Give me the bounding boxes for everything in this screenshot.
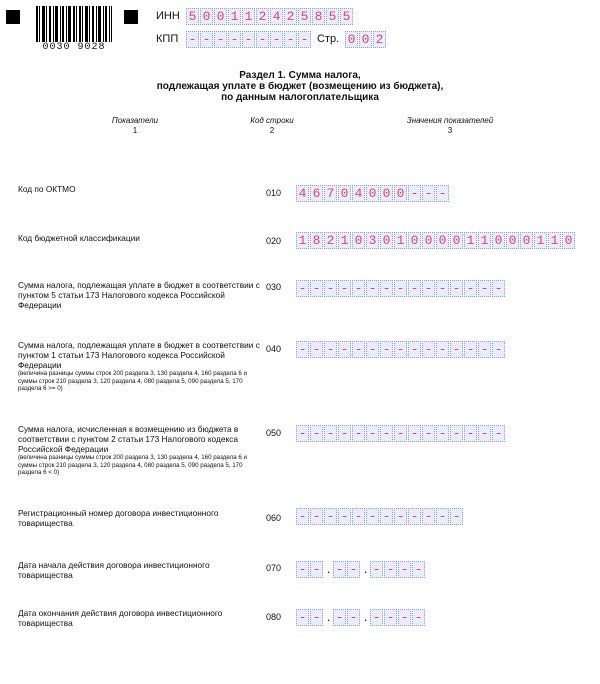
char-cell[interactable]: - bbox=[394, 341, 407, 358]
char-cell[interactable]: - bbox=[394, 425, 407, 442]
char-cell[interactable]: - bbox=[284, 31, 297, 48]
char-cell[interactable]: - bbox=[398, 609, 411, 626]
char-cell[interactable]: - bbox=[324, 341, 337, 358]
char-cell[interactable]: - bbox=[380, 508, 393, 525]
char-cell[interactable]: - bbox=[333, 561, 346, 578]
char-cell[interactable]: - bbox=[478, 280, 491, 297]
char-cell[interactable]: - bbox=[408, 508, 421, 525]
char-cell[interactable]: 0 bbox=[338, 185, 351, 202]
char-cell[interactable]: 0 bbox=[345, 31, 358, 48]
char-cell[interactable]: - bbox=[380, 425, 393, 442]
column-head-values: Значения показателей bbox=[406, 116, 494, 125]
char-cell[interactable]: - bbox=[408, 280, 421, 297]
barcode-number: 0030 9028 bbox=[42, 42, 106, 53]
tax-pay-p5-field[interactable] bbox=[296, 280, 506, 297]
char-cell[interactable]: - bbox=[450, 508, 463, 525]
row-label-contract-end-date bbox=[18, 608, 263, 628]
char-cell[interactable]: - bbox=[352, 341, 365, 358]
column-num-1: 1 bbox=[132, 126, 138, 135]
row-label-text: Дата начала действия договора инвестиционного товарищества bbox=[18, 560, 210, 580]
char-cell[interactable]: - bbox=[436, 280, 449, 297]
tax-pay-p1-field[interactable] bbox=[296, 341, 506, 358]
char-cell[interactable]: - bbox=[370, 609, 383, 626]
char-cell[interactable]: - bbox=[324, 425, 337, 442]
row-label-text: Код бюджетной классификации bbox=[18, 233, 140, 243]
char-cell[interactable]: - bbox=[338, 508, 351, 525]
char-cell[interactable]: - bbox=[270, 31, 283, 48]
char-cell[interactable]: - bbox=[384, 609, 397, 626]
char-cell[interactable]: - bbox=[310, 561, 323, 578]
oktmo-field[interactable] bbox=[296, 185, 450, 202]
char-cell[interactable]: - bbox=[296, 508, 309, 525]
char-cell[interactable]: 4 bbox=[270, 8, 283, 25]
char-cell[interactable]: - bbox=[408, 341, 421, 358]
page-number-field[interactable] bbox=[345, 31, 387, 48]
char-cell[interactable]: - bbox=[436, 185, 449, 202]
char-cell[interactable]: 0 bbox=[380, 232, 393, 249]
row-label-tax-refund bbox=[18, 424, 263, 477]
char-cell[interactable]: - bbox=[412, 561, 425, 578]
contract-number-field[interactable] bbox=[296, 508, 464, 525]
corner-marker-left bbox=[6, 10, 20, 24]
char-cell[interactable]: 0 bbox=[408, 232, 421, 249]
char-cell[interactable]: - bbox=[296, 341, 309, 358]
column-num-3: 3 bbox=[447, 126, 453, 135]
char-cell[interactable]: - bbox=[422, 508, 435, 525]
char-cell[interactable]: - bbox=[422, 425, 435, 442]
char-cell[interactable]: - bbox=[408, 185, 421, 202]
char-cell[interactable]: - bbox=[450, 341, 463, 358]
char-cell[interactable]: - bbox=[352, 508, 365, 525]
char-cell[interactable]: - bbox=[310, 425, 323, 442]
char-cell[interactable]: - bbox=[228, 31, 241, 48]
char-cell[interactable]: 0 bbox=[359, 31, 372, 48]
char-cell[interactable]: 5 bbox=[326, 8, 339, 25]
kbk-field[interactable] bbox=[296, 232, 576, 249]
char-cell[interactable]: - bbox=[436, 508, 449, 525]
char-cell[interactable]: 1 bbox=[338, 232, 351, 249]
char-cell[interactable]: - bbox=[347, 561, 360, 578]
char-cell[interactable]: - bbox=[366, 280, 379, 297]
row-code-010: 010 bbox=[266, 188, 282, 198]
char-cell[interactable]: - bbox=[464, 280, 477, 297]
row-label-text: Сумма налога, подлежащая уплате в бюджет в соответствии с пунктом 5 статьи 173 Налогового кодекса Российской Федерации bbox=[18, 280, 260, 310]
section-title-line-2: подлежащая уплате в бюджет (возмещению из бюджета), bbox=[156, 81, 444, 92]
column-head-indicators: Показатели bbox=[111, 116, 159, 125]
row-label-contract-start-date bbox=[18, 560, 263, 580]
char-cell[interactable]: - bbox=[324, 508, 337, 525]
char-cell[interactable]: - bbox=[338, 341, 351, 358]
inn-label: ИНН bbox=[156, 10, 180, 22]
char-cell[interactable]: 0 bbox=[520, 232, 533, 249]
char-cell[interactable]: 5 bbox=[186, 8, 199, 25]
date-separator: . bbox=[363, 561, 368, 576]
row-label-text: Сумма налога, исчисленная к возмещению из бюджета в соответствии с пунктом 2 статьи 173 Налогового кодекса Российской Федерации bbox=[18, 424, 239, 454]
char-cell[interactable]: 2 bbox=[324, 232, 337, 249]
char-cell[interactable]: - bbox=[492, 425, 505, 442]
char-cell[interactable]: 2 bbox=[256, 8, 269, 25]
row-label-text: Дата окончания действия договора инвестиционного товарищества bbox=[18, 608, 223, 628]
char-cell[interactable]: - bbox=[347, 609, 360, 626]
row-code-050: 050 bbox=[266, 428, 282, 438]
char-cell[interactable]: - bbox=[464, 341, 477, 358]
kpp-label: КПП bbox=[156, 33, 179, 45]
char-cell[interactable]: - bbox=[422, 280, 435, 297]
char-cell[interactable]: - bbox=[352, 425, 365, 442]
char-cell[interactable]: - bbox=[450, 280, 463, 297]
char-cell[interactable]: 0 bbox=[492, 232, 505, 249]
char-cell[interactable]: - bbox=[256, 31, 269, 48]
char-cell[interactable]: 1 bbox=[548, 232, 561, 249]
barcode-image bbox=[36, 6, 112, 42]
kpp-field[interactable] bbox=[186, 31, 312, 48]
char-cell[interactable]: - bbox=[310, 508, 323, 525]
char-cell[interactable]: 0 bbox=[394, 185, 407, 202]
row-code-070: 070 bbox=[266, 563, 282, 573]
char-cell[interactable]: - bbox=[296, 280, 309, 297]
row-code-030: 030 bbox=[266, 282, 282, 292]
char-cell[interactable]: 2 bbox=[373, 31, 386, 48]
char-cell[interactable]: - bbox=[310, 341, 323, 358]
contract-end-date-field[interactable] bbox=[296, 609, 426, 626]
char-cell[interactable]: - bbox=[422, 341, 435, 358]
char-cell[interactable]: - bbox=[296, 425, 309, 442]
char-cell[interactable]: - bbox=[333, 609, 346, 626]
char-cell[interactable]: 1 bbox=[242, 8, 255, 25]
char-cell[interactable]: - bbox=[478, 425, 491, 442]
char-cell[interactable]: - bbox=[436, 341, 449, 358]
char-cell[interactable]: 5 bbox=[340, 8, 353, 25]
row-label-oktmo bbox=[18, 184, 263, 194]
char-cell[interactable]: - bbox=[464, 425, 477, 442]
char-cell[interactable]: 1 bbox=[534, 232, 547, 249]
row-code-080: 080 bbox=[266, 612, 282, 622]
row-label-tax-pay-p5 bbox=[18, 280, 263, 310]
char-cell[interactable]: - bbox=[380, 280, 393, 297]
char-cell[interactable]: - bbox=[296, 561, 309, 578]
section-title-line-1: Раздел 1. Сумма налога, bbox=[239, 70, 361, 81]
char-cell[interactable]: - bbox=[450, 425, 463, 442]
date-separator: . bbox=[326, 609, 331, 624]
char-cell[interactable]: 2 bbox=[284, 8, 297, 25]
char-cell[interactable]: 0 bbox=[214, 8, 227, 25]
section-title bbox=[0, 70, 600, 103]
row-label-tax-pay-p1 bbox=[18, 340, 263, 393]
char-cell[interactable]: 1 bbox=[464, 232, 477, 249]
char-cell[interactable]: - bbox=[380, 341, 393, 358]
char-cell[interactable]: 3 bbox=[366, 232, 379, 249]
char-cell[interactable]: - bbox=[370, 561, 383, 578]
tax-refund-field[interactable] bbox=[296, 425, 506, 442]
char-cell[interactable]: 0 bbox=[380, 185, 393, 202]
char-cell[interactable]: - bbox=[200, 31, 213, 48]
char-cell[interactable]: 1 bbox=[394, 232, 407, 249]
char-cell[interactable]: 8 bbox=[310, 232, 323, 249]
char-cell[interactable]: - bbox=[366, 341, 379, 358]
char-cell[interactable]: - bbox=[366, 425, 379, 442]
row-label-text: Код по ОКТМО bbox=[18, 184, 76, 194]
char-cell[interactable]: 5 bbox=[298, 8, 311, 25]
char-cell[interactable]: 0 bbox=[366, 185, 379, 202]
char-cell[interactable]: 7 bbox=[324, 185, 337, 202]
char-cell[interactable]: - bbox=[310, 609, 323, 626]
char-cell[interactable]: - bbox=[366, 508, 379, 525]
inn-field[interactable] bbox=[186, 8, 354, 25]
char-cell[interactable]: 6 bbox=[310, 185, 323, 202]
contract-start-date-field[interactable] bbox=[296, 561, 426, 578]
char-cell[interactable]: 1 bbox=[228, 8, 241, 25]
char-cell[interactable]: 0 bbox=[422, 232, 435, 249]
char-cell[interactable]: - bbox=[384, 561, 397, 578]
char-cell[interactable]: - bbox=[242, 31, 255, 48]
row-label-text: Сумма налога, подлежащая уплате в бюджет в соответствии с пунктом 1 статьи 173 Налогового кодекса Российской Федерации bbox=[18, 340, 260, 370]
char-cell[interactable]: - bbox=[478, 341, 491, 358]
char-cell[interactable]: - bbox=[214, 31, 227, 48]
char-cell[interactable]: 4 bbox=[352, 185, 365, 202]
char-cell[interactable]: - bbox=[436, 425, 449, 442]
page-label: Стр. bbox=[317, 33, 340, 45]
char-cell[interactable]: - bbox=[296, 609, 309, 626]
char-cell[interactable]: 0 bbox=[436, 232, 449, 249]
row-label-kbk bbox=[18, 233, 263, 243]
char-cell[interactable]: - bbox=[338, 280, 351, 297]
date-separator: . bbox=[326, 561, 331, 576]
char-cell[interactable]: - bbox=[324, 280, 337, 297]
char-cell[interactable]: - bbox=[412, 609, 425, 626]
char-cell[interactable]: - bbox=[422, 185, 435, 202]
corner-marker-right bbox=[124, 10, 138, 24]
row-note: (величина разницы суммы строк 200 раздела 3, 130 раздела 4, 160 раздела 6 и суммы строк 210 раздела 3, 120 раздела 4, 080 раздела 5, 090 раздела 5, 170 раздела 6 >= 0) bbox=[18, 370, 247, 392]
date-separator: . bbox=[363, 609, 368, 624]
column-num-2: 2 bbox=[269, 126, 275, 135]
row-note: (величина разницы суммы строк 200 раздела 3, 130 раздела 4, 160 раздела 6 и суммы строк 210 раздела 3, 120 раздела 4, 080 раздела 5, 090 раздела 5, 170 раздела 6 < 0) bbox=[18, 454, 247, 476]
char-cell[interactable]: - bbox=[398, 561, 411, 578]
char-cell[interactable]: 0 bbox=[506, 232, 519, 249]
row-code-040: 040 bbox=[266, 344, 282, 354]
char-cell[interactable]: - bbox=[310, 280, 323, 297]
char-cell[interactable]: 0 bbox=[562, 232, 575, 249]
char-cell[interactable]: 0 bbox=[450, 232, 463, 249]
char-cell[interactable]: 0 bbox=[352, 232, 365, 249]
char-cell[interactable]: - bbox=[186, 31, 199, 48]
row-label-text: Регистрационный номер договора инвестиционного товарищества bbox=[18, 508, 219, 528]
char-cell[interactable]: - bbox=[492, 280, 505, 297]
char-cell[interactable]: - bbox=[338, 425, 351, 442]
char-cell[interactable]: 4 bbox=[296, 185, 309, 202]
row-code-020: 020 bbox=[266, 236, 282, 246]
char-cell[interactable]: - bbox=[408, 425, 421, 442]
char-cell[interactable]: - bbox=[352, 280, 365, 297]
column-head-line-code: Код строки bbox=[250, 116, 294, 125]
char-cell[interactable]: - bbox=[298, 31, 311, 48]
char-cell[interactable]: - bbox=[394, 508, 407, 525]
char-cell[interactable]: - bbox=[492, 341, 505, 358]
char-cell[interactable]: 8 bbox=[312, 8, 325, 25]
char-cell[interactable]: 1 bbox=[478, 232, 491, 249]
char-cell[interactable]: - bbox=[394, 280, 407, 297]
row-label-contract-number bbox=[18, 508, 263, 528]
char-cell[interactable]: 1 bbox=[296, 232, 309, 249]
row-code-060: 060 bbox=[266, 513, 282, 523]
section-title-line-3: по данным налогоплательщика bbox=[221, 92, 379, 103]
char-cell[interactable]: 0 bbox=[200, 8, 213, 25]
